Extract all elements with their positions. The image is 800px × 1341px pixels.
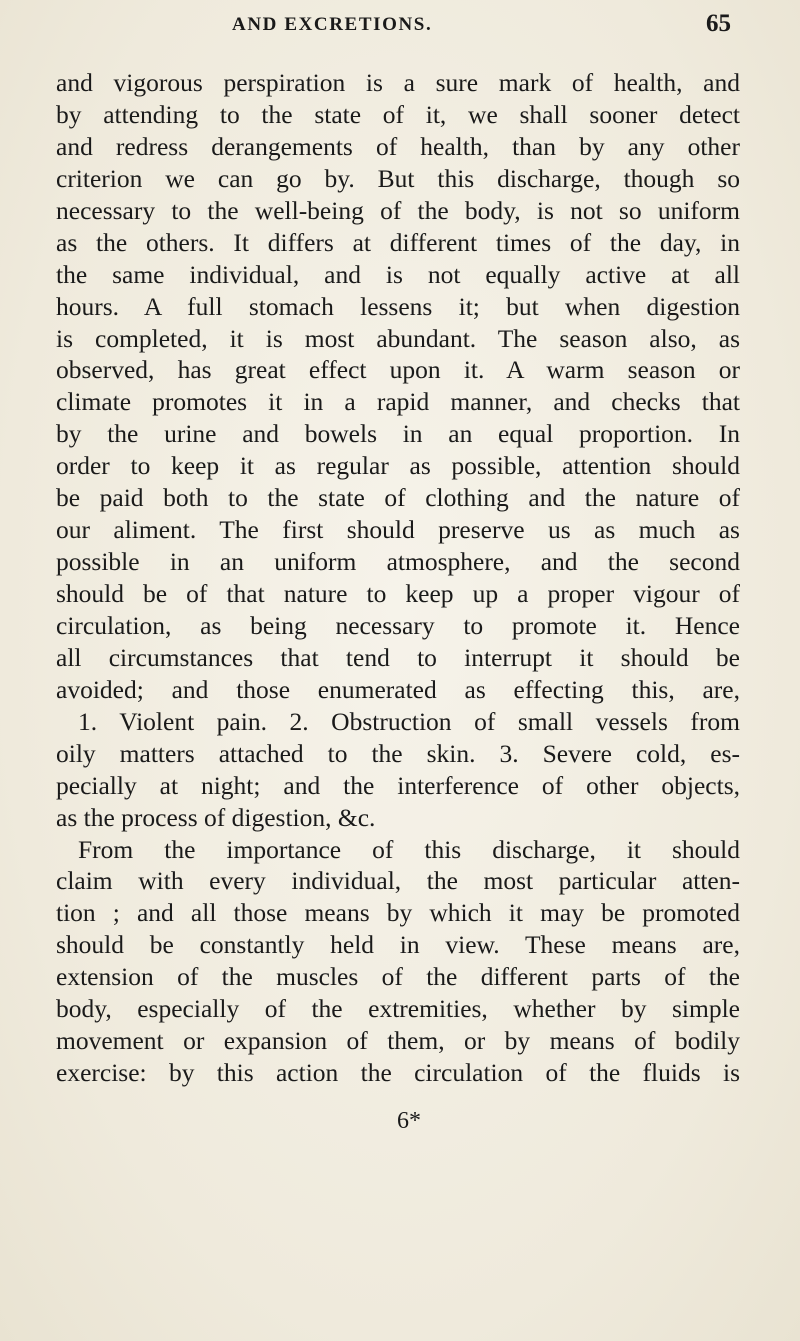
text-line: should be of that nature to keep up a proper vigour of: [56, 579, 740, 608]
signature-mark: 6*: [397, 1108, 421, 1134]
text-line: body, especially of the extremities, whether by simple: [56, 994, 740, 1024]
text-line: exercise: by this action the circulation of the fluids is: [56, 1058, 740, 1088]
text-line: order to keep it as regular as possible, attention should: [56, 451, 740, 481]
text-line: tion ; and all those means by which it may be promoted: [56, 898, 740, 928]
text-line: is completed, it is most abundant. The season also, as: [56, 323, 740, 353]
text-line: criterion we can go by. But this discharge, though so: [56, 163, 740, 193]
text-line: circulation, as being necessary to promote it. Hence: [56, 610, 740, 640]
running-head: [0, 10, 800, 44]
text-line: hours. A full stomach lessens it; but when digestion: [56, 291, 740, 321]
page-number: 65: [706, 10, 731, 37]
text-line: oily matters attached to the skin. 3. Severe cold, es-: [56, 738, 740, 768]
text-line: 1. Violent pain. 2. Obstruction of small vessels from: [78, 706, 740, 736]
running-head-title: AND EXCRETIONS.: [232, 14, 433, 35]
text-line: observed, has great effect upon it. A warm season or: [56, 355, 740, 385]
text-line: as the process of digestion, &c.: [56, 802, 376, 832]
text-line: extension of the muscles of the different parts of the: [56, 962, 740, 992]
text-line: the same individual, and is not equally active at all: [56, 259, 740, 289]
text-line: necessary to the well-being of the body, is not so uniform: [56, 195, 740, 225]
text-line: as the others. It differs at different times of the day, in: [56, 227, 740, 257]
text-line: by the urine and bowels in an equal proportion. In: [56, 419, 740, 449]
text-line: pecially at night; and the interference of other objects,: [56, 770, 740, 800]
text-line: all circumstances that tend to interrupt it should be: [56, 642, 740, 672]
text-line: avoided; and those enumerated as effecting this, are,: [56, 674, 740, 704]
text-line: our aliment. The first should preserve us as much as: [56, 515, 740, 545]
text-line: climate promotes it in a rapid manner, and checks that: [56, 387, 740, 417]
body-text: [56, 67, 740, 1089]
text-line: possible in an uniform atmosphere, and the second: [56, 547, 740, 577]
text-line: be paid both to the state of clothing and the nature of: [56, 483, 740, 513]
text-line: From the importance of this discharge, it should: [78, 834, 740, 864]
text-line: movement or expansion of them, or by means of bodily: [56, 1026, 740, 1056]
text-line: and vigorous perspiration is a sure mark of health, and: [56, 68, 740, 97]
text-line: claim with every individual, the most particular atten-: [56, 866, 740, 896]
text-line: should be constantly held in view. These means are,: [56, 930, 740, 960]
text-line: by attending to the state of it, we shall sooner detect: [56, 99, 740, 129]
text-line: and redress derangements of health, than by any other: [56, 131, 740, 161]
